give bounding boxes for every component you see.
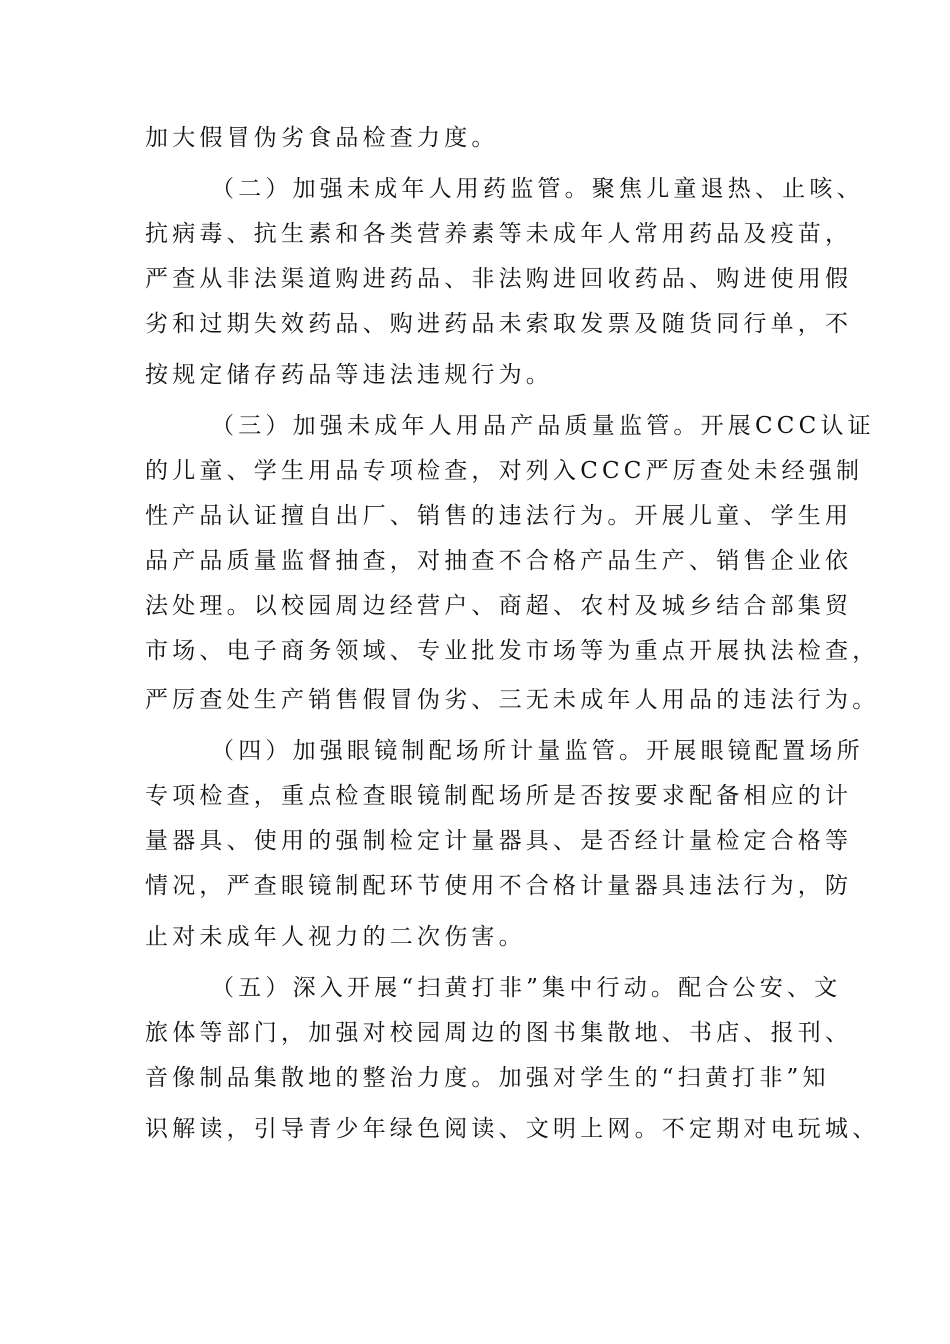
text-line-15: 专项检查，重点检查眼镜制配场所是否按要求配备相应的计 — [145, 783, 853, 809]
text-line-12: 市场、电子商务领域、专业批发市场等为重点开展执法检查， — [145, 638, 880, 664]
text-line-8: 的儿童、学生用品专项检查，对列入CCC严厉查处未经强制 — [145, 458, 864, 484]
section-4-heading-line: （四）加强眼镜制配场所计量监管。开展眼镜配置场所 — [211, 738, 864, 764]
text-line-13: 严厉查处生产销售假冒伪劣、三无未成年人用品的违法行为。 — [145, 687, 880, 713]
text-line-11: 法处理。以校园周边经营户、商超、农村及城乡结合部集贸 — [145, 593, 853, 619]
text-line-17: 情况，严查眼镜制配环节使用不合格计量器具违法行为，防 — [145, 873, 853, 899]
text-line-10: 品产品质量监督抽查，对抽查不合格产品生产、销售企业依 — [145, 548, 853, 574]
text-line-20: 旅体等部门，加强对校园周边的图书集散地、书店、报刊、 — [145, 1020, 853, 1046]
text-line-6: 按规定储存药品等违法违规行为。 — [145, 362, 553, 388]
text-line-21: 音像制品集散地的整治力度。加强对学生的“扫黄打非”知 — [145, 1065, 830, 1091]
text-line-4: 严查从非法渠道购进药品、非法购进回收药品、购进使用假 — [145, 266, 853, 292]
section-3-heading-line: （三）加强未成年人用品产品质量监管。开展CCC认证 — [211, 413, 875, 439]
text-line-5: 劣和过期失效药品、购进药品未索取发票及随货同行单，不 — [145, 311, 853, 337]
text-line-1: 加大假冒伪劣食品检查力度。 — [145, 125, 499, 151]
section-5-heading-line: （五）深入开展“扫黄打非”集中行动。配合公安、文 — [211, 975, 842, 1001]
text-line-18: 止对未成年人视力的二次伤害。 — [145, 924, 526, 950]
text-line-3: 抗病毒、抗生素和各类营养素等未成年人常用药品及疫苗， — [145, 221, 853, 247]
text-line-22: 识解读，引导青少年绿色阅读、文明上网。不定期对电玩城、 — [145, 1116, 880, 1142]
section-2-heading-line: （二）加强未成年人用药监管。聚焦儿童退热、止咳、 — [211, 176, 864, 202]
text-line-16: 量器具、使用的强制检定计量器具、是否经计量检定合格等 — [145, 828, 853, 854]
text-line-9: 性产品认证擅自出厂、销售的违法行为。开展儿童、学生用 — [145, 503, 853, 529]
